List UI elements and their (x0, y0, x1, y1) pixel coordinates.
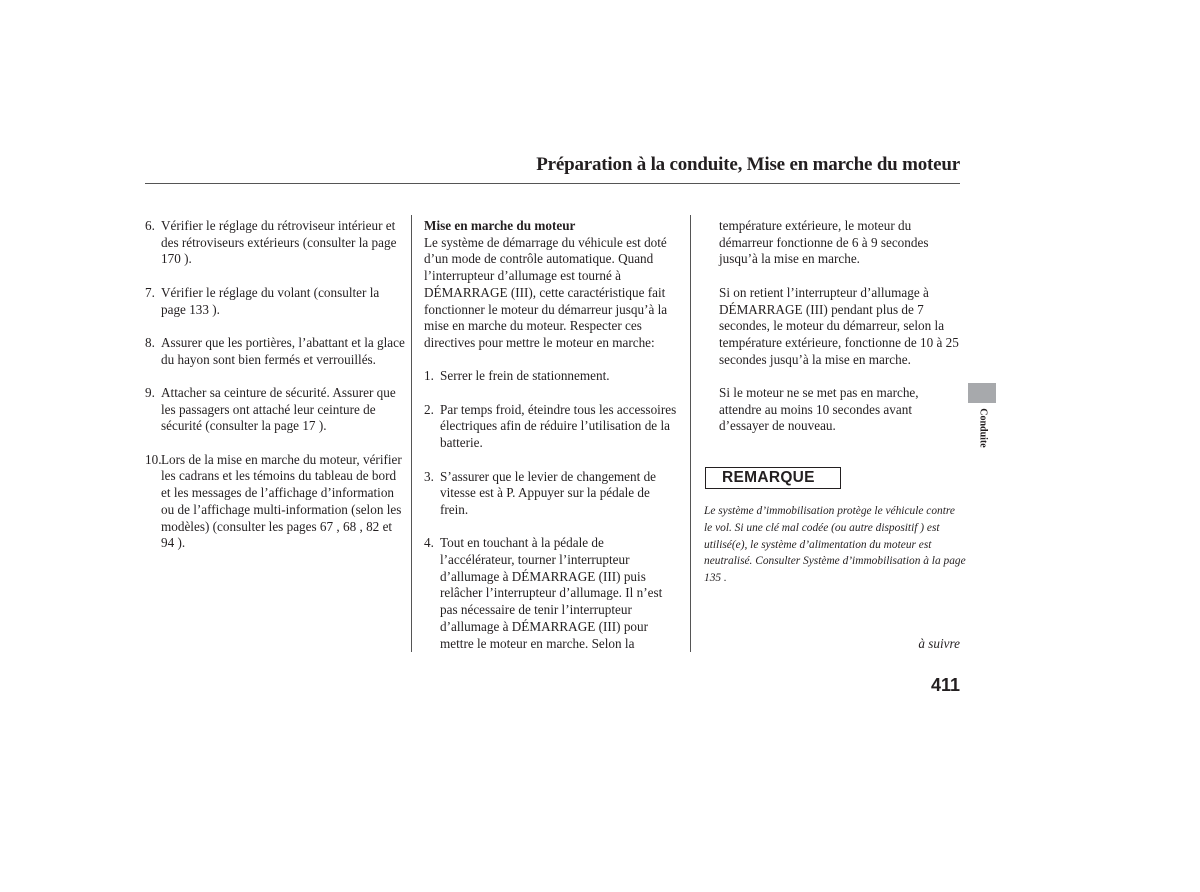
checklist-item (145, 385, 405, 435)
step-item (424, 535, 680, 652)
step-number: 2. (424, 401, 434, 417)
intro-paragraph: Le système de démarrage du véhicule est doté d’un mode de contrôle automatique. Quand l’interrupteur d’allumage est tourné à DÉMARRAGE (III), cette caractéristique fait fonctionner le moteur du démarreur jusqu’à la mise en marche du moteur. Respecter ces directives pour mettre le moteur en marche: (424, 234, 668, 350)
starting-engine-column (424, 218, 680, 669)
item-text: Vérifier le réglage du rétroviseur intérieur et des rétroviseurs extérieurs (consulter la page 170 ). (161, 218, 397, 267)
step-item (424, 402, 680, 452)
column-divider (690, 215, 691, 652)
checklist-item (145, 335, 405, 368)
page-title: Préparation à la conduite, Mise en marche du moteur (536, 154, 960, 175)
item-number: 9. (145, 384, 155, 400)
continuation-column (719, 218, 964, 452)
step-item (424, 368, 680, 385)
item-text: Vérifier le réglage du volant (consulter la page 133 ). (161, 284, 380, 317)
checklist-item (145, 285, 405, 318)
remark-label: REMARQUE (722, 469, 815, 486)
step-text: Tout en touchant à la pédale de l’accélérateur, tourner l’interrupteur d’allumage à DÉMARRAGE (III) puis relâcher l’interrupteur d’allumage. Il n’est pas nécessaire de tenir l’interrupteur d’allumage à DÉMARRAGE (III) pour mettre le moteur en marche. Selon la (440, 535, 663, 651)
section-tab-label: Conduite (977, 408, 989, 448)
page-number: 411 (930, 675, 960, 695)
remark-text: Le système d’immobilisation protège le véhicule contre le vol. Si une clé mal codée (ou autre dispositif ) est utilisé(e), le système d’alimentation du moteur est neutralisé. Consulter Système d’immobilisation à la page 135 . (704, 505, 966, 585)
checklist-column (145, 218, 405, 569)
item-text: Assurer que les portières, l’abattant et la glace du hayon sont bien fermés et verrouillés. (161, 334, 405, 367)
item-number: 7. (145, 284, 155, 300)
step-text: S’assurer que le levier de changement de vitesse est à P. Appuyer sur la pédale de frein. (440, 468, 657, 517)
checklist-item (145, 452, 405, 552)
item-text: Lors de la mise en marche du moteur, vérifier les cadrans et les témoins du tableau de bord et les messages de l’affichage d’information ou de l’affichage multi-information (selon les modèles) (consulter les pages 67 , 68 , 82 et 94 ). (161, 451, 402, 551)
step-number: 4. (424, 535, 434, 551)
step-number: 1. (424, 368, 434, 384)
body-paragraph: Si on retient l’interrupteur d’allumage à DÉMARRAGE (III) pendant plus de 7 secondes, le moteur du démarreur, selon la température extérieure, fonctionne de 10 à 25 secondes jusqu’à la mise en marche. (719, 284, 959, 367)
column-divider (411, 215, 412, 652)
item-number: 6. (145, 218, 155, 233)
section-heading: Mise en marche du moteur (424, 218, 576, 233)
body-paragraph: température extérieure, le moteur du démarreur fonctionne de 6 à 9 secondes jusqu’à la mise en marche. (719, 218, 929, 267)
step-text: Par temps froid, éteindre tous les accessoires électriques afin de réduire l’utilisation de la batterie. (440, 401, 677, 451)
section-tab (968, 383, 996, 403)
step-text: Serrer le frein de stationnement. (440, 368, 610, 384)
item-number: 8. (145, 334, 155, 350)
checklist-item (145, 218, 405, 268)
title-rule (145, 183, 960, 184)
step-item (424, 469, 680, 519)
step-number: 3. (424, 468, 434, 484)
body-paragraph: Si le moteur ne se met pas en marche, attendre au moins 10 secondes avant d’essayer de nouveau. (719, 385, 919, 434)
continued-note: à suivre (918, 636, 960, 651)
item-number: 10. (145, 451, 162, 467)
item-text: Attacher sa ceinture de sécurité. Assurer que les passagers ont attaché leur ceinture de sécurité (consulter la page 17 ). (161, 384, 396, 434)
